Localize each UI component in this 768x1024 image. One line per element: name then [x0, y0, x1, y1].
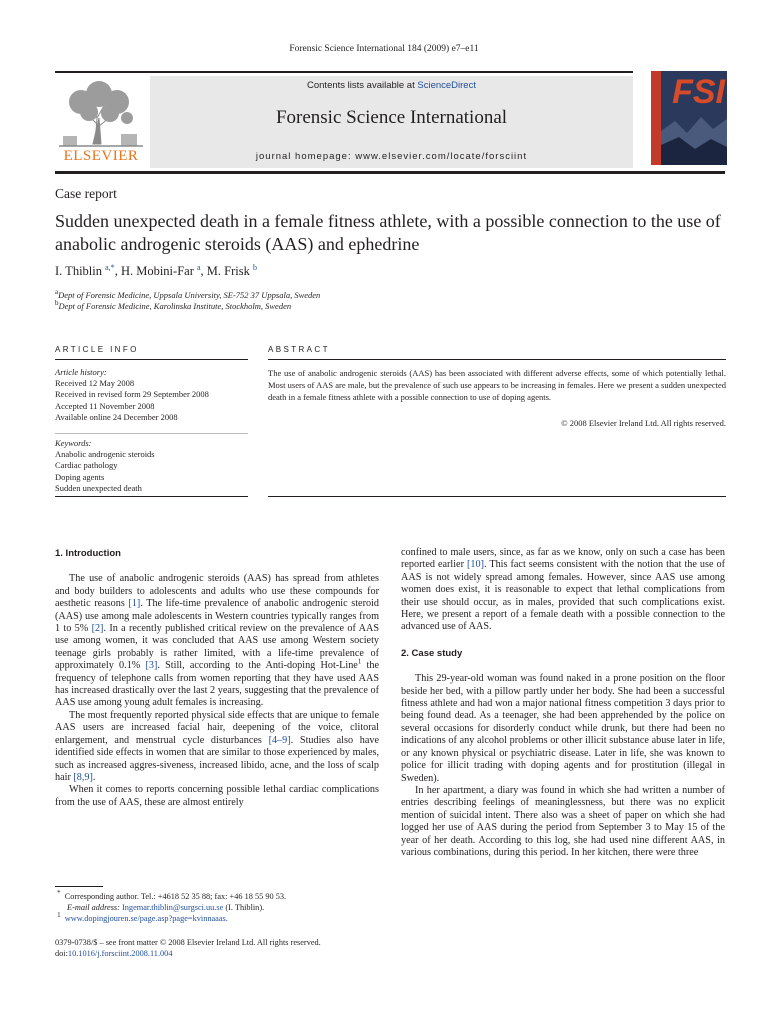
- footnote-email: [55, 902, 379, 913]
- divider: [268, 359, 726, 360]
- article-title: Sudden unexpected death in a female fitness athlete, with a possible connection to the use of anabolic androgenic steroids (AAS) and ephedrine: [55, 211, 721, 254]
- citation-link[interactable]: [8,9]: [73, 771, 93, 783]
- text-run: the frequency of telephone calls from women reporting that they have used AAS has increased drastically over the last 2 years, suggesting that the prevalence of AAS use among young adult females is increasing.: [55, 660, 379, 709]
- contents-available-line: [150, 80, 633, 91]
- body-column-right: [401, 547, 725, 859]
- journal-homepage-line: [150, 151, 633, 162]
- journal-cover-image: [651, 71, 727, 165]
- footnote-url-link[interactable]: www.dopingjouren.se/page.asp?page=kvinnaaas.: [64, 914, 228, 923]
- divider: [55, 359, 248, 360]
- text-run: . Still, according to the Anti-doping Hot-Line: [157, 660, 358, 672]
- footnote-rule: [55, 886, 103, 887]
- keywords-label: Keywords:: [55, 438, 92, 448]
- front-matter: [55, 937, 379, 959]
- abstract-copyright: © 2008 Elsevier Ireland Ltd. All rights reserved.: [561, 418, 726, 428]
- author-affil-mark[interactable]: a: [196, 262, 201, 272]
- author-list: I. Thiblin $^{a,*}$, H. Mobini-Far $^a$, M. Frisk $^b$: [55, 262, 257, 278]
- keywords: [55, 438, 255, 494]
- email-link[interactable]: Ingemar.thiblin@surgsci.uu.se: [122, 903, 224, 912]
- cover-journal-letters: FSI: [672, 73, 725, 111]
- body-column-left: [55, 548, 379, 809]
- text-run: . The life-time prevalence of anabolic androgenic steroid (AAS) use among male adolescents in Western countries typically ranges from 1 to 5%: [55, 598, 379, 635]
- keyword: Anabolic androgenic steroids: [55, 449, 155, 460]
- article-info-heading: ARTICLE INFO: [55, 345, 139, 354]
- email-label: E-mail address:: [67, 903, 120, 912]
- text-run: .: [92, 771, 96, 783]
- footnote-mark: 1: [57, 911, 61, 920]
- paragraph: This 29-year-old woman was found naked in a prone position on the floor beside her bed, with a pillow partly under her body. She had been a successful fitness athlete and had won a major national fitness competition 3 days prior to being found dead. As a teenager, she had been apprehended by the police on several occasions for disorderly conduct while drunk, but there had been no indications of any alcohol problems or other illicit substance abuse later in life, or any known physical or psychiatric disease. Later in life, she was known to police for illicit trading with doping agents and for prostitution (illegal in Sweden).: [401, 673, 725, 784]
- citation-link[interactable]: [4–9]: [268, 734, 291, 746]
- affiliation-text: Dept of Forensic Medicine, Uppsala University, SE-752 37 Uppsala, Sweden: [58, 290, 321, 300]
- text-run: . This fact seems consistent with the notion that the use of AAS is not widely spread among females. However, since AAS use among women does exist, it is reasonable to expect that lethal complications from their use should occur, as in males, provided that such complications exist. Here, we present a report of a female death with a possible connection to the advanced use of AAS.: [401, 559, 725, 633]
- keyword: Doping agents: [55, 471, 105, 482]
- abstract-text: The use of anabolic androgenic steroids (AAS) has been associated with different adverse effects, some of which potentially lethal. Most users of AAS are male, but the prevalence of such use appears to be increasing in females. Here we present a sudden unexpected death in a female fitness athlete with a possible connection to use of doping agents.: [268, 368, 726, 403]
- history-item: Accepted 11 November 2008: [55, 400, 155, 411]
- affiliations: [55, 290, 320, 312]
- divider: [55, 496, 248, 497]
- article-history: [55, 367, 255, 423]
- contents-prefix: Contents lists available at: [307, 80, 418, 91]
- history-label: Article history:: [55, 367, 107, 377]
- issn-line: 0379-0738/$ – see front matter © 2008 Elsevier Ireland Ltd. All rights reserved.: [55, 938, 321, 947]
- elsevier-wordmark: ELSEVIER: [63, 148, 139, 164]
- homepage-url[interactable]: www.elsevier.com/locate/forsciint: [355, 151, 528, 162]
- affiliation: [55, 290, 320, 301]
- keyword: Cardiac pathology: [55, 460, 118, 471]
- author-name[interactable]: I. Thiblin: [55, 264, 102, 278]
- history-item: Received in revised form 29 September 2008: [55, 389, 209, 400]
- banner-bottom-rule: [55, 171, 725, 174]
- affiliation: [55, 301, 320, 312]
- footnote-1: [55, 913, 379, 924]
- paragraph: When it comes to reports concerning possible lethal cardiac complications from the use of AAS, these are almost entirely: [55, 784, 379, 808]
- footnote-text: Corresponding author. Tel.: +4618 52 35 88; fax: +46 18 55 90 53.: [64, 892, 287, 901]
- affiliation-text: Dept of Forensic Medicine, Karolinska Institute, Stockholm, Sweden: [58, 301, 292, 311]
- author-affil-mark[interactable]: a,*: [105, 262, 115, 272]
- affiliation-mark: b: [55, 299, 59, 308]
- divider: [55, 433, 248, 434]
- author-affil-mark[interactable]: b: [253, 262, 257, 272]
- doi-line: [55, 948, 379, 959]
- author-name[interactable]: H. Mobini-Far: [120, 264, 194, 278]
- journal-title: Forensic Science International: [275, 107, 508, 128]
- citation-link[interactable]: [1]: [128, 598, 141, 610]
- footnote-mark[interactable]: 1: [357, 657, 362, 666]
- abstract-heading: ABSTRACT: [268, 345, 330, 354]
- keyword: Sudden unexpected death: [55, 482, 142, 493]
- homepage-prefix: journal homepage:: [255, 151, 356, 162]
- text-run: confined to male users, since, as far as we know, only on such a case has been reported earlier: [401, 547, 725, 571]
- sciencedirect-link[interactable]: ScienceDirect: [417, 80, 476, 91]
- banner-top-rule: [55, 71, 633, 73]
- divider: [268, 496, 726, 497]
- paragraph: [55, 710, 379, 784]
- affiliation-mark: a: [55, 288, 59, 297]
- citation-link[interactable]: [2]: [91, 623, 104, 635]
- text-run: . Studies also have identified side effects in women that are similar to those experienced by males, such as increased aggres-siveness, increased libido, acne, and the loss of scalp hair: [55, 734, 379, 783]
- doi-link[interactable]: 10.1016/j.forsciint.2008.11.004: [67, 949, 173, 958]
- citation-link[interactable]: [10]: [467, 559, 484, 571]
- running-head: Forensic Science International 184 (2009) e7–e11: [289, 44, 479, 54]
- citation-link[interactable]: [3]: [145, 660, 158, 672]
- footnotes: [55, 891, 379, 924]
- history-item: Received 12 May 2008: [55, 378, 135, 389]
- doi-prefix: doi:: [55, 949, 68, 958]
- email-suffix: (I. Thiblin).: [225, 903, 265, 912]
- article-type: Case report: [55, 186, 117, 201]
- author-name[interactable]: M. Frisk: [206, 264, 250, 278]
- text-run: . In a recently published critical review on the prevalence of AAS use among women, it was concluded that AAS use among Western society teenage girls probably is rather limited, with a life-time prevalence of approximately 0.1%: [55, 623, 379, 672]
- paragraph: [401, 547, 725, 634]
- section-heading-introduction: 1. Introduction: [55, 548, 121, 559]
- section-heading-case-study: 2. Case study: [401, 647, 463, 659]
- paragraph: In her apartment, a diary was found in which she had written a number of entries describing feelings of meaninglessness, but there was no explicit mention of suicidal intent. There also was a sheet of paper on which she had logged her use of AAS during the period from September 3 to May 15 of the year of her death. According to this log, she had used nine different AAS, in various combinations, during this period. In her kitchen, there were three: [401, 784, 725, 858]
- footnote-corresponding: [55, 891, 379, 902]
- text-run: The use of anabolic androgenic steroids (AAS) has spread from athletes and body builders to adolescents and adults who use these compounds for aesthetic reasons: [55, 573, 379, 610]
- footnote-mark: *: [57, 889, 61, 898]
- paragraph: [55, 573, 379, 709]
- text-run: The most frequently reported physical side effects that are unique to female AAS users are increased facial hair, deepening of the voice, clitoral enlargement, and menstrual cycle disturbances: [55, 709, 379, 746]
- history-item: Available online 24 December 2008: [55, 411, 178, 422]
